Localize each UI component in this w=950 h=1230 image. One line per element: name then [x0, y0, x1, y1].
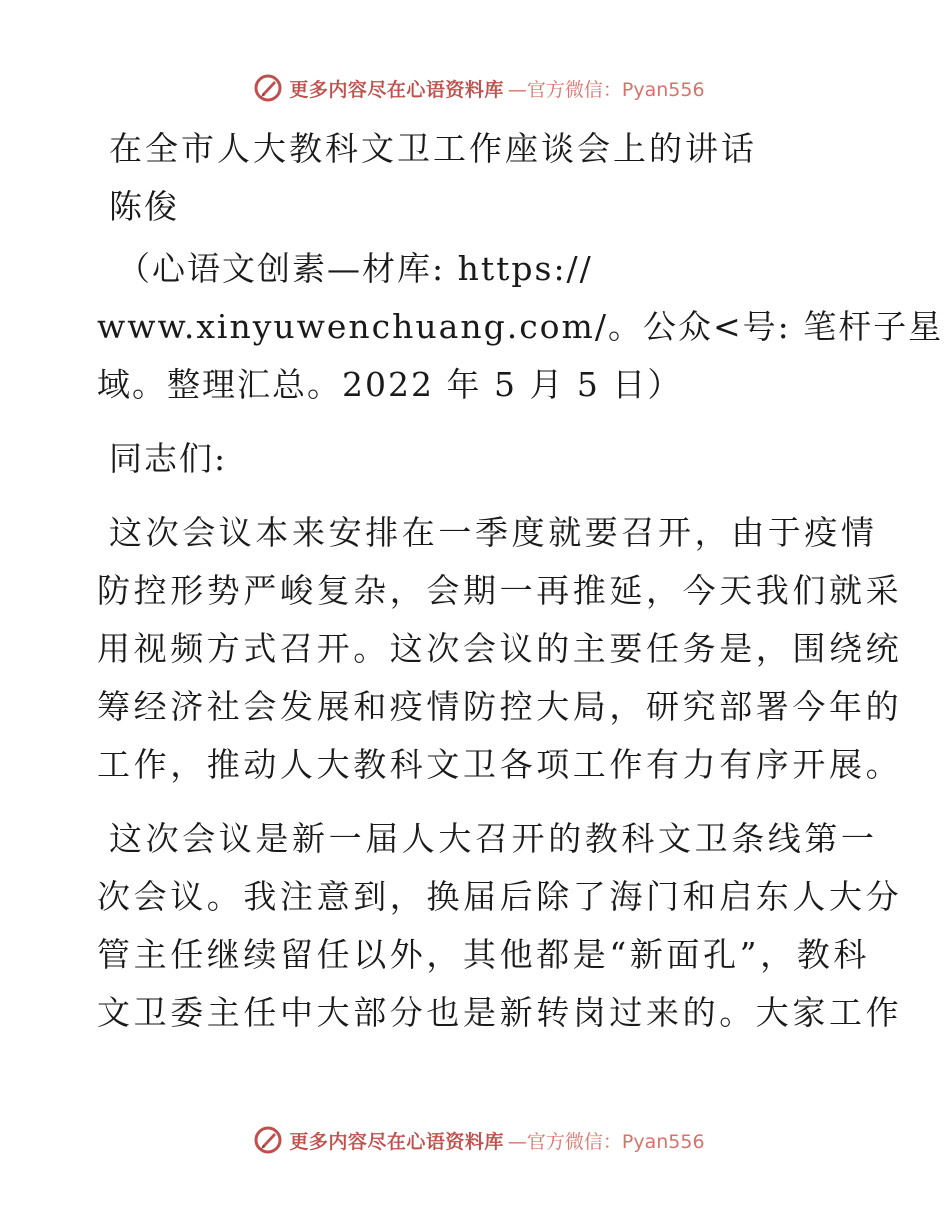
paragraph-line: 筹经济社会发展和疫情防控大局，研究部署今年的 [97, 687, 903, 726]
paragraph-line: 文卫委主任中大部分也是新转岗过来的。大家工作 [97, 993, 903, 1032]
watermark-banner-top [0, 68, 950, 108]
watermark-banner-bottom [0, 1120, 950, 1160]
watermark-text: 更多内容尽在心语资料库 [289, 78, 504, 101]
note-line: （心语文创素—材库: https:// [117, 249, 593, 288]
note-line: www.xinyuwenchuang.com/。公众<号: 笔杆子星 [97, 307, 944, 346]
quill-logo-icon [253, 73, 283, 103]
paragraph-line: 这次会议本来安排在一季度就要召开，由于疫情 [109, 513, 878, 552]
paragraph-line: 工作，推动人大教科文卫各项工作有力有序开展。 [97, 745, 903, 784]
paragraph-2 [97, 810, 903, 1042]
note-line: 域。整理汇总。2022 年 5 月 5 日） [97, 365, 683, 404]
watermark-text: 更多内容尽在心语资料库 [289, 1130, 504, 1153]
paragraph-line: 这次会议是新一届人大召开的教科文卫条线第一 [109, 819, 878, 858]
watermark-sub: —官方微信：Pyan556 [507, 78, 705, 101]
document-body [97, 120, 944, 1042]
paragraph-1 [97, 504, 903, 794]
watermark-sub: —官方微信：Pyan556 [507, 1130, 705, 1153]
document-author: 陈俊 [109, 187, 179, 226]
paragraph-line: 防控形势严峻复杂，会期一再推延，今天我们就采 [97, 571, 903, 610]
paragraph-line: 用视频方式召开。这次会议的主要任务是，围绕统 [97, 629, 903, 668]
paragraph-line: 管主任继续留任以外，其他都是“新面孔”，教科 [97, 935, 870, 974]
greeting: 同志们: [109, 439, 228, 478]
source-note [97, 240, 944, 414]
quill-logo-icon [253, 1125, 283, 1155]
document-title: 在全市人大教科文卫工作座谈会上的讲话 [109, 129, 757, 168]
paragraph-line: 次会议。我注意到，换届后除了海门和启东人大分 [97, 877, 903, 916]
